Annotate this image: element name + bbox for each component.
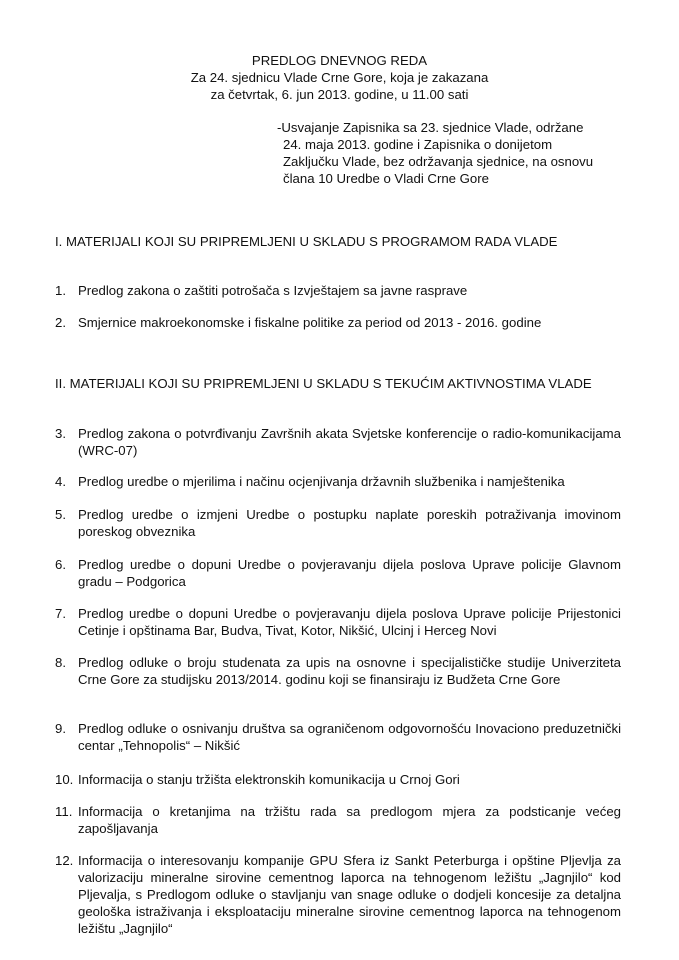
item-text: Predlog uredbe o dopuni Uredbe o povjeravanju dijela poslova Uprave policije Prijestonici Cetinje i opštinama Bar, Budva, Tivat, Kotor, Nikšić, Ulcinj i Herceg Novi: [78, 606, 621, 638]
intro-line: Zaključku Vlade, bez održavanja sjednice, na osnovu: [283, 154, 594, 169]
date-line: za četvrtak, 6. jun 2013. godine, u 11.00 sati: [210, 87, 469, 102]
item-number: 1.: [55, 283, 66, 298]
agenda-item: [55, 605, 621, 639]
item-number: 3.: [55, 426, 66, 441]
intro-line: -Usvajanje Zapisnika sa 23. sjednice Vlade, održane: [277, 120, 584, 135]
header: [0, 52, 679, 103]
agenda-item: [55, 556, 621, 590]
item-text: Predlog uredbe o izmjeni Uredbe o postupku naplate poreskih potraživanja imovinom poreskog obveznika: [78, 507, 621, 539]
item-text: Predlog uredbe o dopuni Uredbe o povjeravanju dijela poslova Uprave policije Glavnom gradu – Podgorica: [78, 557, 621, 589]
agenda-item: [55, 852, 621, 937]
item-text: Predlog odluke o broju studenata za upis na osnovne i specijalističke studije Univerziteta Crne Gore za studijsku 2013/2014. godinu koji se finansiraju iz Budžeta Crne Gore: [78, 655, 621, 687]
section-2-heading: II. MATERIJALI KOJI SU PRIPREMLJENI U SKLADU S TEKUĆIM AKTIVNOSTIMA VLADE: [55, 376, 592, 391]
item-number: 5.: [55, 507, 66, 522]
intro-line: 24. maja 2013. godine i Zapisnika o donijetom: [283, 137, 553, 152]
item-text: Informacija o stanju tržišta elektronskih komunikacija u Crnoj Gori: [78, 772, 460, 787]
item-number: 8.: [55, 655, 66, 670]
agenda-item: [55, 771, 621, 788]
item-number: 11.: [55, 804, 73, 819]
item-number: 10.: [55, 772, 74, 787]
item-text: Predlog uredbe o mjerilima i načinu ocjenjivanja državnih službenika i namještenika: [78, 474, 565, 489]
item-number: 2.: [55, 315, 66, 330]
page-title: PREDLOG DNEVNOG REDA: [251, 53, 428, 68]
item-text: Predlog zakona o zaštiti potrošača s Izvještajem sa javne rasprave: [78, 283, 468, 298]
item-number: 12.: [55, 853, 74, 868]
session-line: Za 24. sjednicu Vlade Crne Gore, koja je zakazana: [190, 70, 489, 85]
item-text: Predlog odluke o osnivanju društva sa ograničenom odgovornošću Inovaciono preduzetnički centar „Tehnopolis“ – Nikšić: [78, 721, 621, 753]
agenda-item: [55, 425, 621, 459]
agenda-item: [55, 803, 621, 837]
intro-note: [277, 119, 627, 187]
agenda-item: [55, 720, 621, 754]
agenda-item: [55, 506, 621, 540]
intro-line: člana 10 Uredbe o Vladi Crne Gore: [283, 171, 489, 186]
item-number: 7.: [55, 606, 66, 621]
section-1-heading: I. MATERIJALI KOJI SU PRIPREMLJENI U SKLADU S PROGRAMOM RADA VLADE: [55, 234, 558, 249]
item-text: Predlog zakona o potvrđivanju Završnih akata Svjetske konferencije o radio-komunikacijama (WRC-07): [78, 426, 621, 458]
agenda-item: [55, 282, 621, 299]
item-number: 6.: [55, 557, 66, 572]
agenda-item: [55, 473, 621, 490]
item-number: 4.: [55, 474, 66, 489]
agenda-item: [55, 314, 621, 331]
item-text: Informacija o kretanjima na tržištu rada sa predlogom mjera za podsticanje većeg zapošljavanja: [78, 804, 621, 836]
agenda-item: [55, 654, 621, 688]
item-text: Smjernice makroekonomske i fiskalne politike za period od 2013 - 2016. godine: [78, 315, 542, 330]
item-text: Informacija o interesovanju kompanije GPU Sfera iz Sankt Peterburga i opštine Pljevlja za valorizaciju mineralne sirovine cementnog laporca na tehnogenom ležištu „Jagnjilo“ kod Pljevalja, s Predlogom odluke o stavljanju van snage odluke o dodjeli koncesije za detaljna geološka istraživanja i eksploataciju mineralne sirovine cementnog laporca na tehnogenom ležištu „Jagnjilo“: [78, 853, 621, 936]
item-number: 9.: [55, 721, 66, 736]
